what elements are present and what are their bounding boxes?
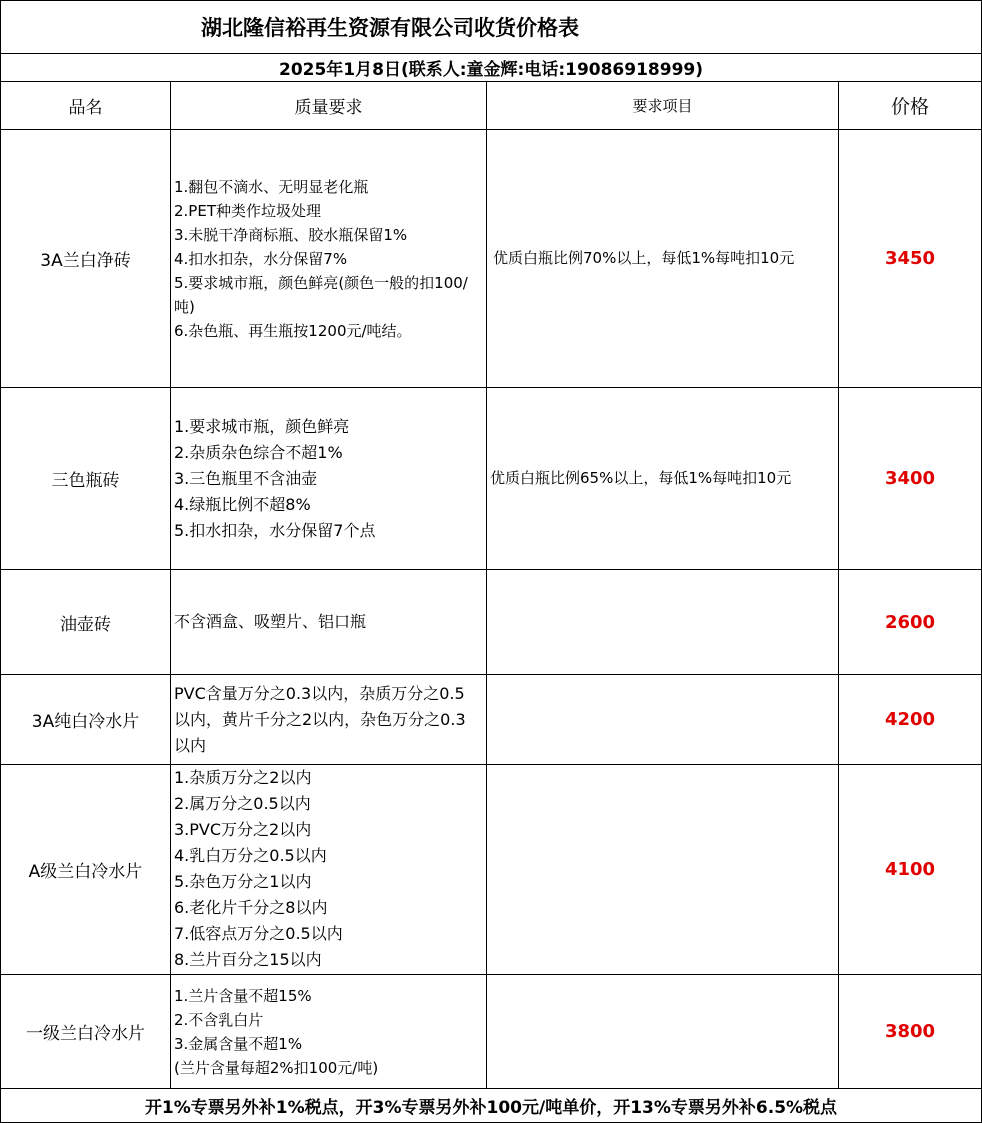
header-price: 价格 [839,82,982,130]
quality-requirements [171,975,487,1089]
requirement-line: 5.要求城市瓶，颜色鲜亮(颜色一般的扣100/吨) [174,273,468,316]
requirement-line: 4.乳白万分之0.5以内 [174,846,327,865]
requirement-line: 3.三色瓶里不含油壶 [174,468,318,488]
requirement-line: 3.金属含量不超1% [174,1034,303,1053]
quality-requirements [171,388,487,570]
quality-requirements [171,675,487,765]
requirement-line: 1.翻包不滴水、无明显老化瓶 [174,177,369,196]
price-value: 4100 [839,765,982,975]
quality-requirements [171,765,487,975]
price-value: 3400 [839,388,982,570]
required-items [487,765,839,975]
requirement-line: 1.兰片含量不超15% [174,986,312,1005]
product-name: 一级兰白冷水片 [1,975,171,1089]
requirement-line: 2.杂质杂色综合不超1% [174,442,343,462]
quality-requirements [171,570,487,675]
requirements-clip [174,765,486,970]
requirement-line: 2.PET种类作垃圾处理 [174,201,321,220]
header-name: 品名 [1,82,171,130]
requirement-line: PVC含量万分之0.3以内，杂质万分之0.5以内，黄片千分之2以内，杂色万分之0.3以内 [174,683,466,755]
product-name: A级兰白冷水片 [1,765,171,975]
required-items: 优质白瓶比例70%以上，每低1%每吨扣10元 [487,130,839,388]
required-items [487,570,839,675]
required-items [487,975,839,1089]
requirement-line: 7.低容点万分之0.5以内 [174,924,343,943]
date-contact-line: 2025年1月8日(联系人:童金辉:电话:19086918999) [1,54,982,82]
requirement-line: 3.PVC万分之2以内 [174,820,312,839]
table-row [1,388,982,570]
requirement-line: 6.杂色瓶、再生瓶按1200元/吨结。 [174,321,412,340]
table-row [1,130,982,388]
table-row [1,975,982,1089]
table-row [1,765,982,975]
header-row [1,82,982,130]
requirement-line: 5.扣水扣杂，水分保留7个点 [174,520,376,540]
product-name: 油壶砖 [1,570,171,675]
page-title: 湖北隆信裕再生资源有限公司收货价格表 [1,1,982,54]
required-items: 优质白瓶比例65%以上，每低1%每吨扣10元 [487,388,839,570]
requirement-line: 4.绿瓶比例不超8% [174,494,311,514]
requirement-line: 1.要求城市瓶，颜色鲜亮 [174,416,350,436]
header-items: 要求项目 [487,82,839,130]
requirement-line: 4.扣水扣杂，水分保留7% [174,249,348,268]
tax-note: 开1%专票另外补1%税点，开3%专票另外补100元/吨单价，开13%专票另外补6.5%税点 [1,1089,982,1123]
required-items [487,675,839,765]
requirement-line: 1.杂质万分之2以内 [174,768,312,787]
requirement-line: 不含酒盒、吸塑片、铝口瓶 [174,612,367,631]
title-row [1,1,982,54]
requirement-line: 6.老化片千分之8以内 [174,898,328,917]
table-row [1,570,982,675]
footer-row [1,1089,982,1123]
date-row [1,54,982,82]
requirement-line: 2.不含乳白片 [174,1010,264,1029]
price-value: 4200 [839,675,982,765]
quality-requirements [171,130,487,388]
requirement-line: 8.兰片百分之15以内 [174,950,322,969]
product-name: 3A兰白净砖 [1,130,171,388]
requirement-line: 3.未脱干净商标瓶、胶水瓶保留1% [174,225,408,244]
requirement-line: 5.杂色万分之1以内 [174,872,312,891]
price-value: 2600 [839,570,982,675]
product-name: 3A纯白冷水片 [1,675,171,765]
product-name: 三色瓶砖 [1,388,171,570]
price-value: 3450 [839,130,982,388]
price-value: 3800 [839,975,982,1089]
requirement-line: 2.属万分之0.5以内 [174,794,311,813]
header-quality: 质量要求 [171,82,487,130]
requirement-line: (兰片含量每超2%扣100元/吨) [174,1058,379,1077]
table-row [1,675,982,765]
